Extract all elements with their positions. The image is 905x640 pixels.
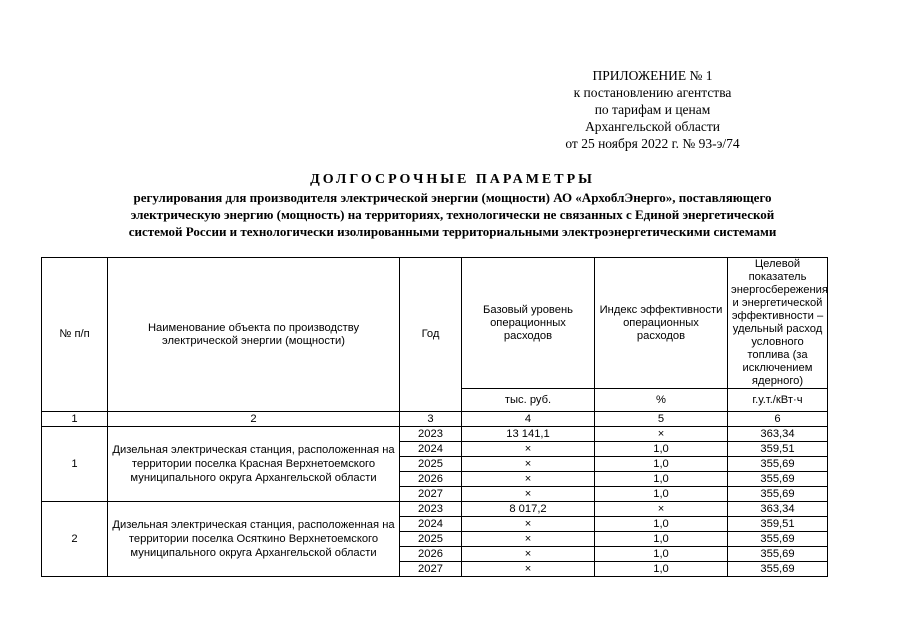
group-object-name: Дизельная электрическая станция, расположенная на территории поселка Осяткино Верхнетоемского муниципального округа Архангельской области bbox=[108, 502, 400, 577]
parameters-table bbox=[41, 257, 828, 577]
cell-year: 2027 bbox=[400, 487, 462, 502]
cell-index: 1,0 bbox=[595, 547, 728, 562]
document-subtitle-line: электрическую энергию (мощность) на территориях, технологически не связанных с Единой энергетической bbox=[130, 207, 775, 222]
unit-base: тыс. руб. bbox=[462, 389, 595, 412]
table-group bbox=[42, 502, 828, 577]
unit-target: г.у.т./кВт·ч bbox=[728, 389, 828, 412]
cell-target: 355,69 bbox=[728, 562, 828, 577]
header-efficiency-index: Индекс эффективности операционных расходов bbox=[595, 258, 728, 389]
column-number: 4 bbox=[462, 412, 595, 427]
cell-target: 355,69 bbox=[728, 487, 828, 502]
cell-target: 359,51 bbox=[728, 517, 828, 532]
cell-target: 363,34 bbox=[728, 427, 828, 442]
cell-target: 359,51 bbox=[728, 442, 828, 457]
cell-target: 355,69 bbox=[728, 472, 828, 487]
table-header bbox=[42, 258, 828, 427]
cell-base: × bbox=[462, 562, 595, 577]
cell-index: 1,0 bbox=[595, 457, 728, 472]
cell-target: 355,69 bbox=[728, 457, 828, 472]
cell-target: 363,34 bbox=[728, 502, 828, 517]
cell-year: 2026 bbox=[400, 472, 462, 487]
header-year: Год bbox=[400, 258, 462, 412]
appendix-header bbox=[520, 67, 785, 152]
header-object-name: Наименование объекта по производству электрической энергии (мощности) bbox=[108, 258, 400, 412]
table-row bbox=[42, 502, 828, 517]
cell-index: 1,0 bbox=[595, 532, 728, 547]
cell-base: × bbox=[462, 532, 595, 547]
cell-base: 8 017,2 bbox=[462, 502, 595, 517]
cell-target: 355,69 bbox=[728, 547, 828, 562]
cell-index: 1,0 bbox=[595, 562, 728, 577]
appendix-line: к постановлению агентства bbox=[573, 85, 732, 100]
cell-base: × bbox=[462, 472, 595, 487]
column-number: 1 bbox=[42, 412, 108, 427]
cell-base: × bbox=[462, 457, 595, 472]
header-base-level: Базовый уровень операционных расходов bbox=[462, 258, 595, 389]
cell-base: × bbox=[462, 487, 595, 502]
cell-index: 1,0 bbox=[595, 442, 728, 457]
cell-year: 2023 bbox=[400, 502, 462, 517]
header-num: № п/п bbox=[42, 258, 108, 412]
column-number: 3 bbox=[400, 412, 462, 427]
cell-year: 2024 bbox=[400, 442, 462, 457]
appendix-title: ПРИЛОЖЕНИЕ № 1 bbox=[592, 68, 713, 83]
cell-year: 2023 bbox=[400, 427, 462, 442]
cell-base: × bbox=[462, 547, 595, 562]
cell-year: 2024 bbox=[400, 517, 462, 532]
cell-index: × bbox=[595, 427, 728, 442]
group-num: 2 bbox=[42, 502, 108, 577]
cell-index: 1,0 bbox=[595, 487, 728, 502]
table-row bbox=[42, 427, 828, 442]
appendix-line: Архангельской области bbox=[585, 119, 720, 134]
cell-base: × bbox=[462, 517, 595, 532]
header-target-indicator: Целевой показатель энергосбережения и энергетической эффективности – удельный расход условного топлива (за исключением ядерного) bbox=[728, 258, 828, 389]
appendix-date: от 25 ноября 2022 г. № 93-э/74 bbox=[565, 136, 740, 151]
document-title: ДОЛГОСРОЧНЫЕ ПАРАМЕТРЫ bbox=[310, 172, 595, 187]
cell-base: 13 141,1 bbox=[462, 427, 595, 442]
cell-base: × bbox=[462, 442, 595, 457]
cell-index: 1,0 bbox=[595, 517, 728, 532]
column-number: 6 bbox=[728, 412, 828, 427]
unit-index: % bbox=[595, 389, 728, 412]
cell-index: × bbox=[595, 502, 728, 517]
cell-year: 2025 bbox=[400, 457, 462, 472]
cell-index: 1,0 bbox=[595, 472, 728, 487]
table-group bbox=[42, 427, 828, 502]
document-subtitle-line: регулирования для производителя электрической энергии (мощности) АО «АрхоблЭнерго», поставляющего bbox=[133, 190, 772, 205]
cell-year: 2026 bbox=[400, 547, 462, 562]
cell-target: 355,69 bbox=[728, 532, 828, 547]
cell-year: 2027 bbox=[400, 562, 462, 577]
column-number: 2 bbox=[108, 412, 400, 427]
group-num: 1 bbox=[42, 427, 108, 502]
appendix-line: по тарифам и ценам bbox=[594, 102, 711, 117]
cell-year: 2025 bbox=[400, 532, 462, 547]
group-object-name: Дизельная электрическая станция, расположенная на территории поселка Красная Верхнетоемского муниципального округа Архангельской области bbox=[108, 427, 400, 502]
column-number: 5 bbox=[595, 412, 728, 427]
document-title-block bbox=[30, 171, 875, 240]
document-subtitle-line: системой России и технологически изолированными территориальными электроэнергетическими системами bbox=[128, 224, 777, 239]
